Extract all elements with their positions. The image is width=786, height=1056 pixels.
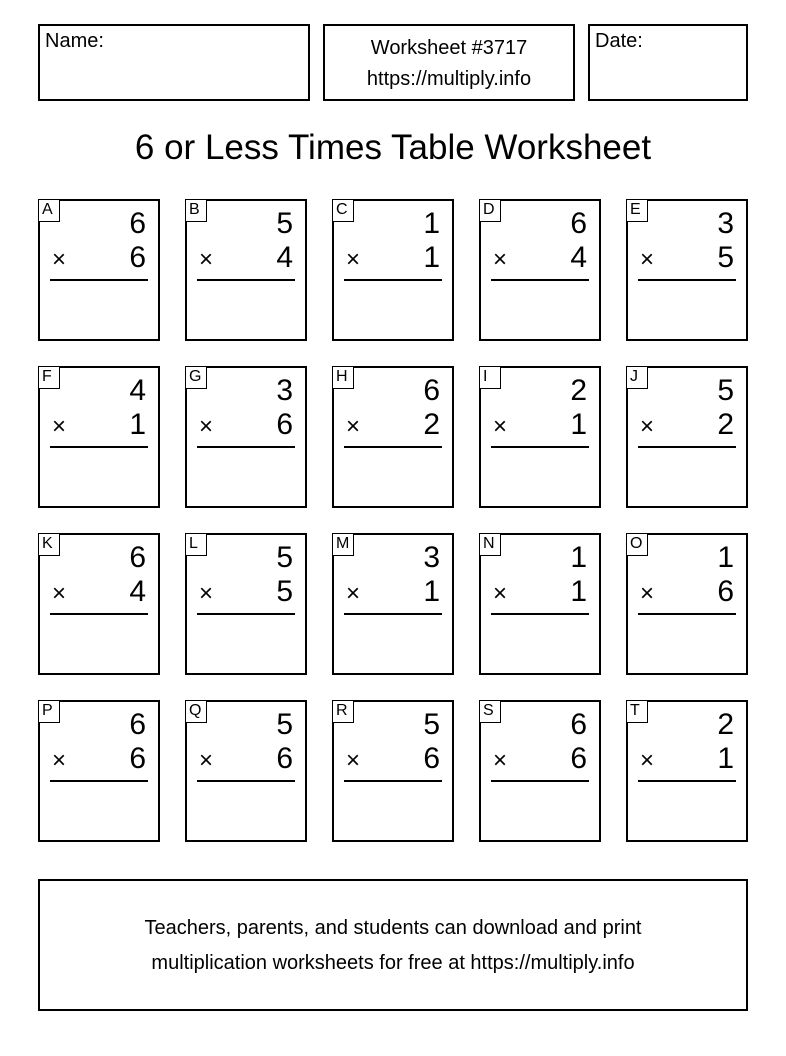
- problem-letter: J: [626, 366, 648, 389]
- name-label: Name:: [45, 30, 104, 52]
- problem-letter: F: [38, 366, 60, 389]
- problem-letter: G: [185, 366, 207, 389]
- multiplicand: 5: [717, 374, 734, 407]
- problem-c[interactable]: [332, 199, 454, 341]
- multiplicand: 6: [423, 374, 440, 407]
- footer-text-line-2: multiplication worksheets for free at https://multiply.info: [151, 952, 635, 974]
- problem-letter: L: [185, 533, 207, 556]
- multiplier: 4: [276, 241, 293, 274]
- multiplicand: 2: [717, 708, 734, 741]
- answer-line: [491, 446, 589, 448]
- answer-line: [197, 279, 295, 281]
- problem-letter: O: [626, 533, 648, 556]
- answer-line: [197, 446, 295, 448]
- problem-letter: C: [332, 199, 354, 222]
- problem-a[interactable]: [38, 199, 160, 341]
- multiplier: 2: [423, 408, 440, 441]
- multiply-sign: ×: [346, 580, 361, 607]
- multiplier: 1: [570, 575, 587, 608]
- problem-letter: R: [332, 700, 354, 723]
- problem-n[interactable]: [479, 533, 601, 675]
- multiply-sign: ×: [346, 246, 361, 273]
- problem-s[interactable]: [479, 700, 601, 842]
- multiplier: 1: [570, 408, 587, 441]
- problem-letter: S: [479, 700, 501, 723]
- multiply-sign: ×: [346, 413, 361, 440]
- worksheet-info-box: [323, 24, 575, 101]
- problem-j[interactable]: [626, 366, 748, 508]
- multiplier: 6: [570, 742, 587, 775]
- problem-letter: B: [185, 199, 207, 222]
- multiplier: 5: [276, 575, 293, 608]
- answer-line: [491, 780, 589, 782]
- problem-g[interactable]: [185, 366, 307, 508]
- multiplicand: 1: [423, 207, 440, 240]
- multiplicand: 1: [570, 541, 587, 574]
- footer-text-line-1: Teachers, parents, and students can download and print: [144, 917, 642, 939]
- problem-t[interactable]: [626, 700, 748, 842]
- problem-letter: A: [38, 199, 60, 222]
- problem-d[interactable]: [479, 199, 601, 341]
- answer-line: [638, 279, 736, 281]
- answer-line: [638, 613, 736, 615]
- multiplicand: 6: [129, 708, 146, 741]
- multiplicand: 3: [717, 207, 734, 240]
- multiplier: 1: [717, 742, 734, 775]
- answer-line: [344, 446, 442, 448]
- worksheet-title: 6 or Less Times Table Worksheet: [134, 128, 652, 167]
- multiplier: 1: [423, 241, 440, 274]
- answer-line: [344, 613, 442, 615]
- multiplicand: 3: [423, 541, 440, 574]
- multiplier: 4: [570, 241, 587, 274]
- problem-letter: H: [332, 366, 354, 389]
- date-field[interactable]: [588, 24, 748, 101]
- answer-line: [344, 279, 442, 281]
- problem-l[interactable]: [185, 533, 307, 675]
- answer-line: [491, 613, 589, 615]
- multiplier: 4: [129, 575, 146, 608]
- multiplicand: 6: [570, 708, 587, 741]
- problem-e[interactable]: [626, 199, 748, 341]
- problem-p[interactable]: [38, 700, 160, 842]
- multiply-sign: ×: [493, 246, 508, 273]
- problem-m[interactable]: [332, 533, 454, 675]
- footer-box: [38, 879, 748, 1011]
- problem-i[interactable]: [479, 366, 601, 508]
- multiply-sign: ×: [52, 580, 67, 607]
- multiplier: 6: [276, 742, 293, 775]
- problem-letter: E: [626, 199, 648, 222]
- multiplicand: 6: [129, 541, 146, 574]
- multiplier: 6: [129, 742, 146, 775]
- multiplier: 2: [717, 408, 734, 441]
- answer-line: [491, 279, 589, 281]
- multiplicand: 6: [570, 207, 587, 240]
- multiplicand: 1: [717, 541, 734, 574]
- multiplier: 5: [717, 241, 734, 274]
- problem-h[interactable]: [332, 366, 454, 508]
- date-label: Date:: [595, 30, 643, 52]
- multiply-sign: ×: [199, 747, 214, 774]
- answer-line: [50, 446, 148, 448]
- multiplicand: 5: [423, 708, 440, 741]
- multiply-sign: ×: [199, 580, 214, 607]
- multiplicand: 2: [570, 374, 587, 407]
- multiplicand: 4: [129, 374, 146, 407]
- answer-line: [344, 780, 442, 782]
- problem-k[interactable]: [38, 533, 160, 675]
- problem-letter: D: [479, 199, 501, 222]
- problem-letter: K: [38, 533, 60, 556]
- multiplier: 1: [129, 408, 146, 441]
- multiply-sign: ×: [640, 246, 655, 273]
- problem-letter: I: [479, 366, 501, 389]
- website-url: https://multiply.info: [366, 68, 532, 90]
- answer-line: [638, 446, 736, 448]
- answer-line: [50, 780, 148, 782]
- multiplier: 6: [129, 241, 146, 274]
- multiply-sign: ×: [52, 413, 67, 440]
- multiplier: 6: [276, 408, 293, 441]
- problem-q[interactable]: [185, 700, 307, 842]
- answer-line: [50, 279, 148, 281]
- multiply-sign: ×: [640, 747, 655, 774]
- multiplier: 6: [423, 742, 440, 775]
- problem-r[interactable]: [332, 700, 454, 842]
- problem-o[interactable]: [626, 533, 748, 675]
- name-field[interactable]: [38, 24, 310, 101]
- problem-b[interactable]: [185, 199, 307, 341]
- problem-f[interactable]: [38, 366, 160, 508]
- problem-letter: T: [626, 700, 648, 723]
- answer-line: [197, 613, 295, 615]
- multiplicand: 5: [276, 207, 293, 240]
- multiply-sign: ×: [199, 413, 214, 440]
- multiply-sign: ×: [493, 413, 508, 440]
- multiply-sign: ×: [640, 580, 655, 607]
- multiply-sign: ×: [52, 747, 67, 774]
- problem-letter: N: [479, 533, 501, 556]
- answer-line: [50, 613, 148, 615]
- multiplicand: 3: [276, 374, 293, 407]
- problem-letter: P: [38, 700, 60, 723]
- answer-line: [197, 780, 295, 782]
- multiplicand: 6: [129, 207, 146, 240]
- worksheet-number: Worksheet #3717: [370, 37, 528, 59]
- multiply-sign: ×: [346, 747, 361, 774]
- problem-letter: M: [332, 533, 354, 556]
- problem-grid: [38, 199, 748, 841]
- multiplicand: 5: [276, 708, 293, 741]
- multiply-sign: ×: [493, 580, 508, 607]
- multiplier: 1: [423, 575, 440, 608]
- problem-letter: Q: [185, 700, 207, 723]
- multiply-sign: ×: [493, 747, 508, 774]
- multiply-sign: ×: [52, 246, 67, 273]
- answer-line: [638, 780, 736, 782]
- multiply-sign: ×: [199, 246, 214, 273]
- multiplicand: 5: [276, 541, 293, 574]
- multiplier: 6: [717, 575, 734, 608]
- multiply-sign: ×: [640, 413, 655, 440]
